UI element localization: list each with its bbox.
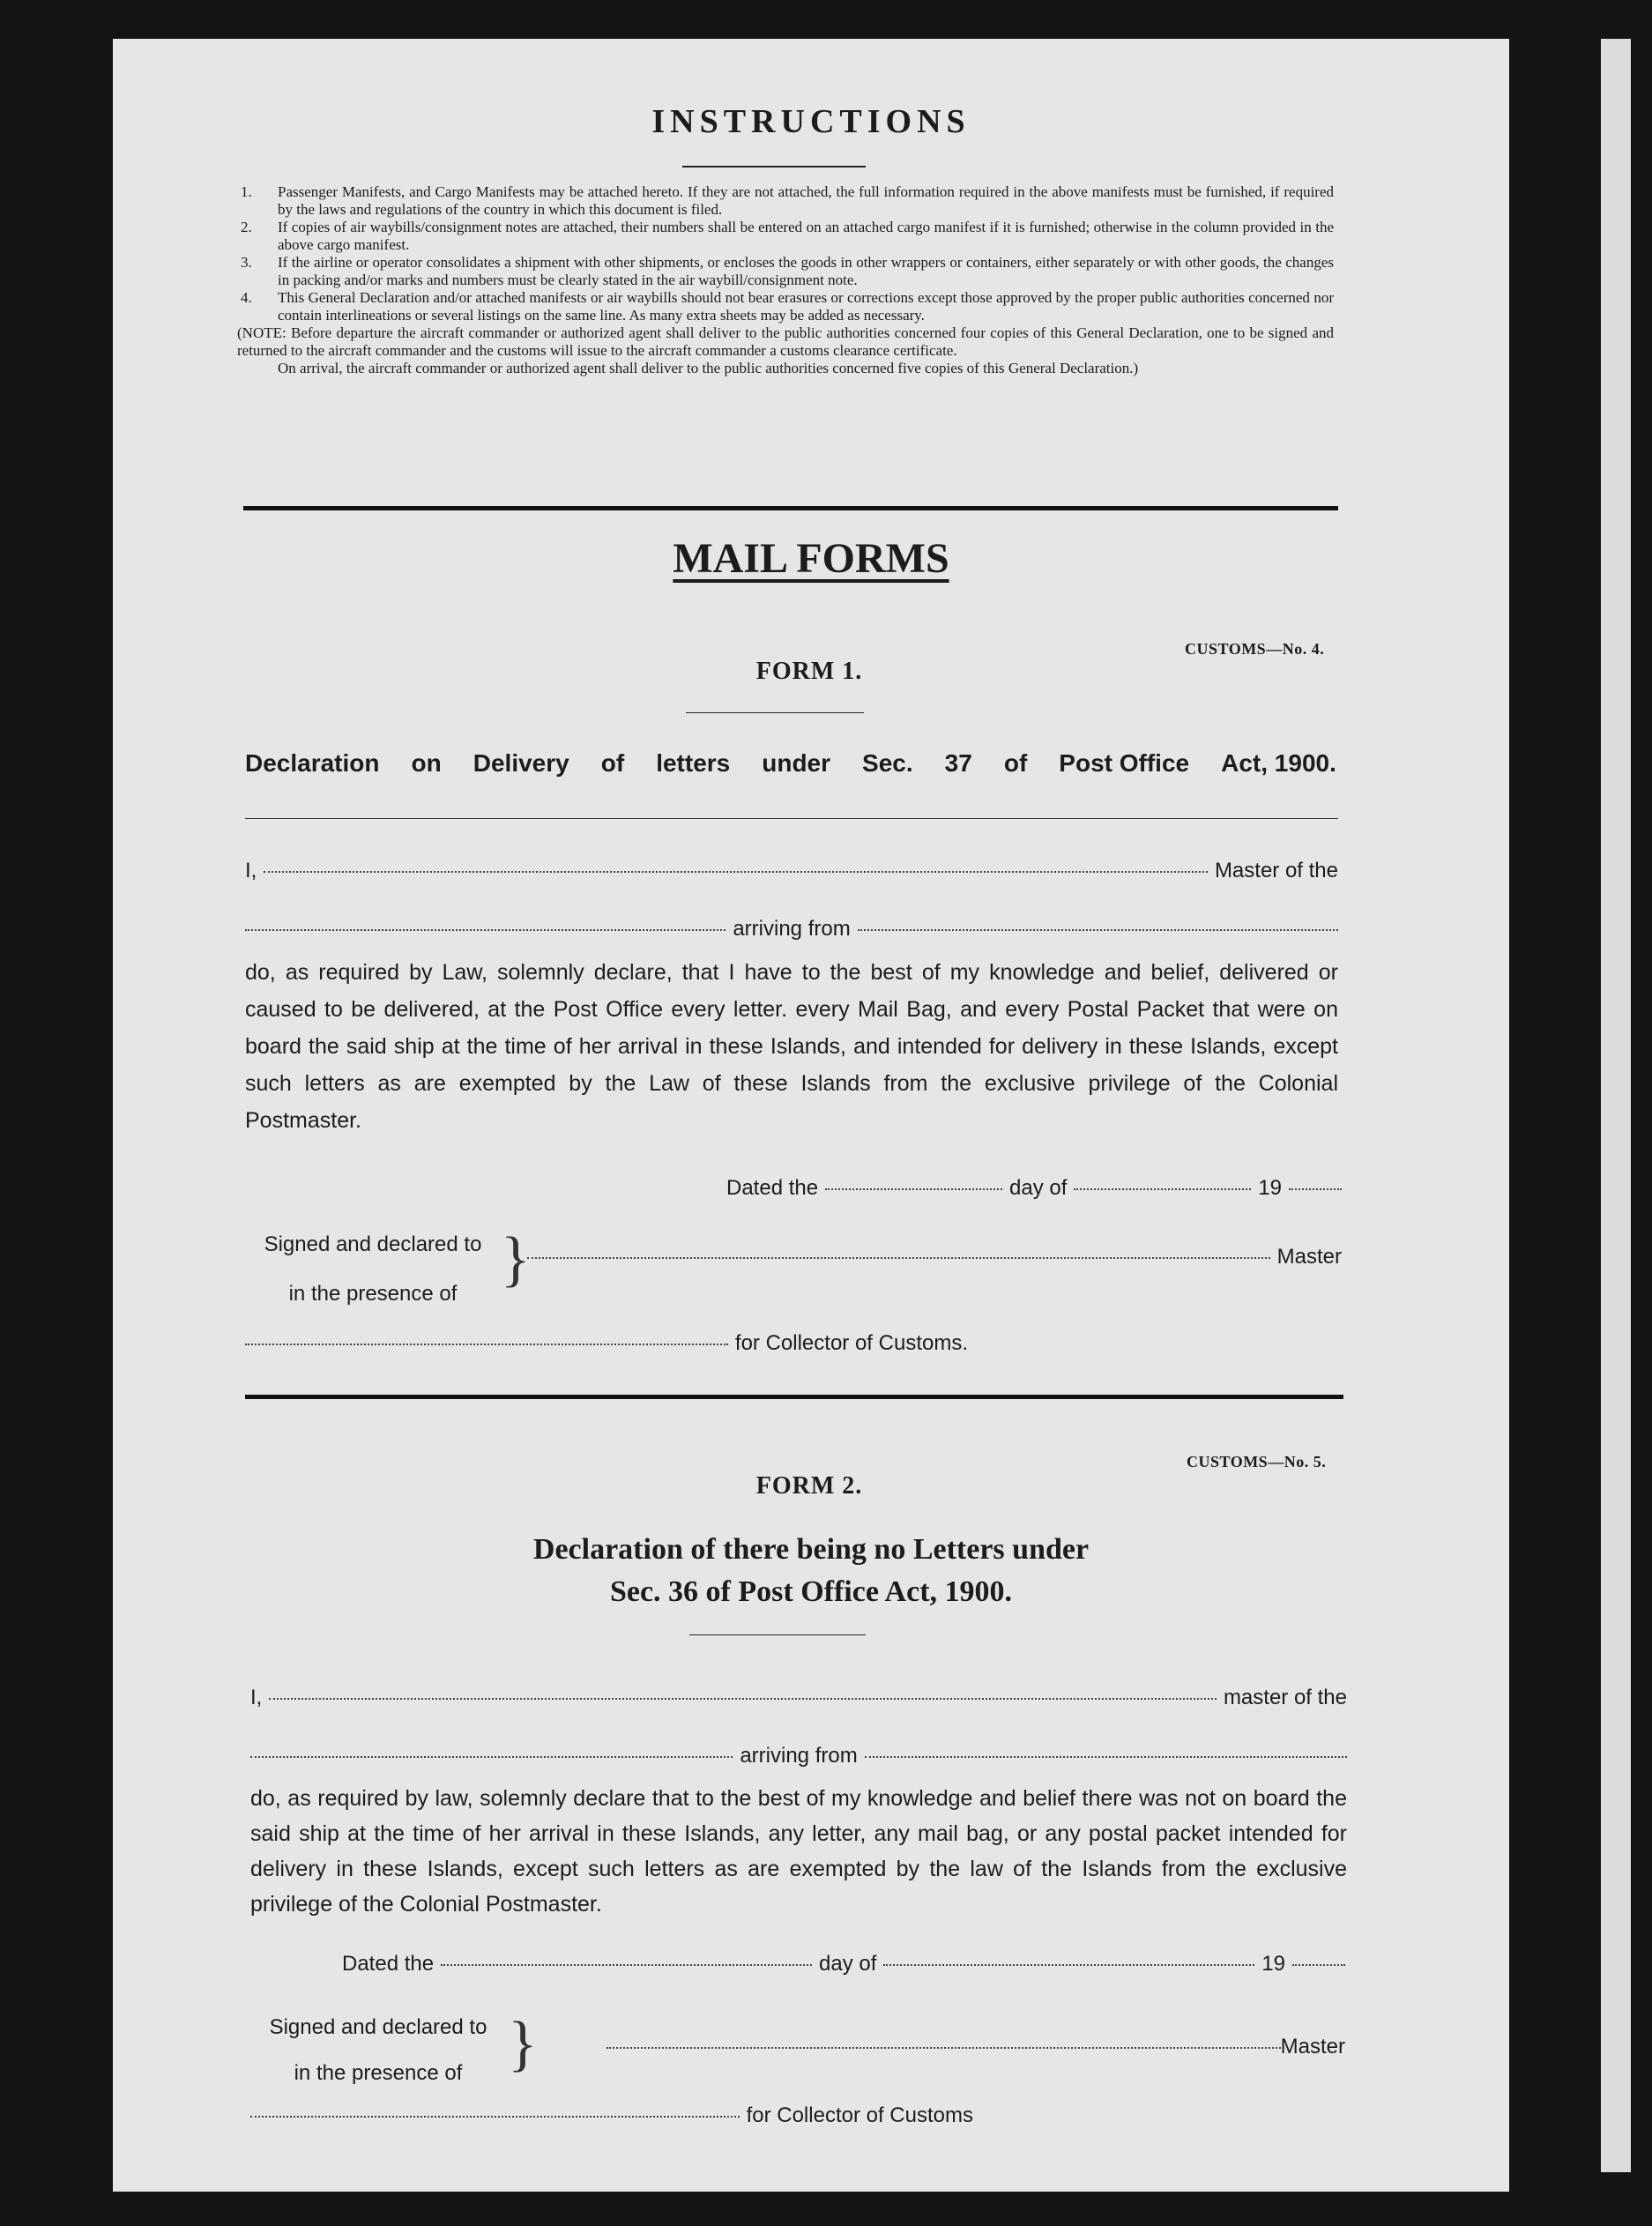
blank-field[interactable] (527, 1257, 1270, 1259)
form-1-master-line: Master (527, 1245, 1342, 1269)
brace: } (508, 2010, 538, 2078)
section-divider (243, 506, 1338, 510)
blank-field[interactable] (825, 1188, 1002, 1190)
form-2-heading: FORM 2. (755, 1472, 863, 1500)
form-2-master-line: Master (606, 2035, 1345, 2059)
master-name-line: I, Master of the (245, 859, 1338, 882)
form-1-rule (686, 712, 864, 713)
form-1-collector-line: for Collector of Customs. (245, 1331, 968, 1356)
customs-number: CUSTOMS—No. 5. (1187, 1453, 1327, 1470)
form-2-dated-line: Dated the day of 19 (342, 1952, 1345, 1977)
instructions-note: (NOTE: Before departure the aircraft commander or authorized agent shall deliver to the public authorities concerned four copies of this General Declaration, one to be signed and returned to the aircraft commander and the customs will issue to the aircraft commander a customs clearance certificate. On arrival, the aircraft commander or authorized agent shall deliver to the public authorities concerned five copies of this General Declaration.) (237, 324, 1334, 376)
master-name-line: I, master of the (250, 1686, 1347, 1709)
form-1-body: do, as required by Law, solemnly declare, that I have to the best of my knowledge and belief, delivered or caused to be delivered, at the Post Office every letter. every Mail Bag, and every Postal Packet that were on board the said ship at the time of her arrival in these Islands, and intended for delivery in these Islands, except such letters as are exempted by the Law of these Islands from the exclusive privilege of the Colonial Postmaster. (245, 960, 1338, 1133)
blank-field[interactable] (245, 1344, 728, 1345)
form-1-signed-label: Signed and declared to in the presence of (264, 1232, 482, 1306)
document-page (113, 39, 1509, 2192)
form-2-body: do, as required by law, solemnly declare that to the best of my knowledge and belief there was not on board the said ship at the time of her arrival in these Islands, any letter, any mail bag, or any postal packet intended for delivery in these Islands, except such letters as are exempted by the law of the Islands from the exclusive privilege of the Colonial Postmaster. (250, 1786, 1347, 1917)
form-2-collector-line: for Collector of Customs (250, 2103, 973, 2128)
mail-forms-title: MAIL FORMS (673, 535, 949, 582)
instruction-item: 4. This General Declaration and/or attached manifests or air waybills should not bear erasures or corrections except those approved by the proper public authorities concerned nor contain interlineations or several listings on the same line. As many extra sheets may be added as necessary. (241, 289, 1334, 324)
brace: } (501, 1225, 531, 1293)
instruction-item: 1. Passenger Manifests, and Cargo Manifests may be attached hereto. If they are not attached, the full information required in the above manifests must be furnished, if required by the laws and regulations of the country in which this document is filed. (241, 183, 1334, 218)
customs-number: CUSTOMS—No. 4. (1185, 640, 1325, 658)
arriving-from-line: arriving from (245, 917, 1338, 942)
blank-field[interactable] (1292, 1964, 1345, 1966)
instructions-list (237, 183, 1334, 377)
heading-rule (682, 166, 866, 168)
blank-field[interactable] (441, 1964, 812, 1966)
blank-field[interactable] (606, 2047, 1281, 2049)
instruction-item: 3. If the airline or operator consolidates a shipment with other shipments, or encloses the goods in other wrappers or containers, either separately or with other goods, the changes in packing and/or marks and numbers must be clearly stated in the air waybill/consignment note. (241, 254, 1334, 288)
blank-field[interactable] (264, 871, 1208, 873)
form-1-heading: FORM 1. (755, 658, 863, 685)
blank-field[interactable] (245, 929, 726, 931)
blank-field[interactable] (883, 1964, 1254, 1966)
blank-field[interactable] (250, 1756, 733, 1758)
form-2-rule (689, 1634, 866, 1635)
blank-field[interactable] (1289, 1188, 1342, 1190)
form-divider (245, 1395, 1343, 1399)
blank-field[interactable] (250, 2116, 740, 2118)
form-1-dated-line: Dated the day of 19 (726, 1176, 1342, 1201)
form-2-signed-label: Signed and declared to in the presence of (269, 2015, 487, 2085)
blank-field[interactable] (1074, 1188, 1251, 1190)
instructions-heading: INSTRUCTIONS (651, 103, 971, 140)
blank-field[interactable] (269, 1698, 1217, 1700)
form-1-title-rule (245, 818, 1338, 819)
instruction-item: 2. If copies of air waybills/consignment notes are attached, their numbers shall be entered on an attached cargo manifest if it is furnished; otherwise in the column provided in the above cargo manifest. (241, 219, 1334, 253)
blank-field[interactable] (865, 1756, 1347, 1758)
blank-field[interactable] (858, 929, 1338, 931)
form-2-declaration-title: Declaration of there being no Letters under Sec. 36 of Post Office Act, 1900. (532, 1533, 1090, 1608)
adjacent-page-edge (1601, 39, 1631, 2172)
arriving-from-line: arriving from (250, 1744, 1347, 1768)
form-1-declaration-title: Declaration on Delivery of letters under Sec. 37 of Post Office Act, 1900. (245, 749, 1336, 777)
